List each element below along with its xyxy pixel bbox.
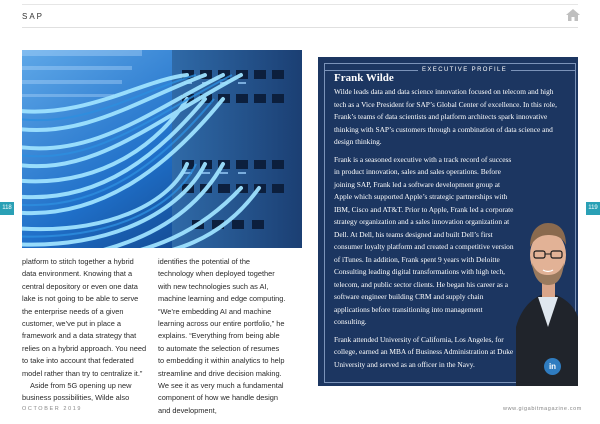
issue-date: OCTOBER 2019 <box>22 406 83 412</box>
page-number-right: 119 <box>586 202 600 215</box>
article-paragraph: platform to stitch together a hybrid data environment. Knowing that a central depository or even one data lake is not going to be able to serve the enterprise needs of a given customer, we’ve put in place a framework and a data strategy that relies on a hybrid approach. You need to take into account that federated model rather than try to centralize it.” <box>22 257 147 378</box>
header-rule <box>22 27 578 28</box>
article-paragraph: identifies the potential of the technology when deployed together with new technologies such as AI, machine learning and edge computing. “We’re embedding AI and machine learning across our entire portfolio,” he explains. “Everything from being able to automate the selection of resumes to embedding it within analytics to help streamline and drive decision making. We see it as very much a fundamental component of how we handle design and development, <box>158 257 286 415</box>
profile-paragraph: Frank attended University of California, Los Angeles, for college, earned an MBA of Business Administration at Duke University and served as an officer in the Navy. <box>334 334 514 369</box>
profile-paragraph: Frank is a seasoned executive with a track record of success in product innovation, sales and sales operations. Before joining SAP, Frank led a software development group at Apple which supported Apple’s strategic partnerships with IBM, Cisco and AT&T. Prior to Apple, Frank led a corporate strategy organization and a sales innovation organization at Dell. At Dell, his teams designed and built Dell’s first consumer loyalty platform and created a competitive version of iTunes. In addition, Frank spent 9 years with Deloitte Consulting leading digital transformations with high tech, telecom, and public sector clients. He began his career as a software engineer building CRM and supply chain applications before transitioning into management consulting. <box>334 154 514 326</box>
profile-label: EXECUTIVE PROFILE <box>418 67 511 73</box>
profile-name: Frank Wilde <box>334 72 394 84</box>
executive-profile-panel <box>318 57 578 386</box>
profile-paragraph: Wilde leads data and data science innovation focused on telecom and high tech as a Vice President for SAP’s Global Center of excellence. In this role, Frank’s teams of data scientists and platform architects spark innovative thinking with SAP’s customers through a combination of data science and design thinking. <box>334 87 557 146</box>
page-number-left: 118 <box>0 202 14 215</box>
brand-logo: SAP <box>22 12 45 21</box>
portrait-photo <box>516 177 578 386</box>
top-rule <box>22 4 578 5</box>
article-column-2 <box>158 256 286 417</box>
article-column-1 <box>22 256 150 405</box>
hero-image <box>22 50 302 248</box>
home-icon[interactable] <box>565 8 581 22</box>
article-paragraph: Aside from 5G opening up new business possibilities, Wilde also <box>22 381 132 403</box>
linkedin-icon[interactable]: in <box>544 358 561 375</box>
website-url[interactable]: www.gigabitmagazine.com <box>503 406 582 412</box>
